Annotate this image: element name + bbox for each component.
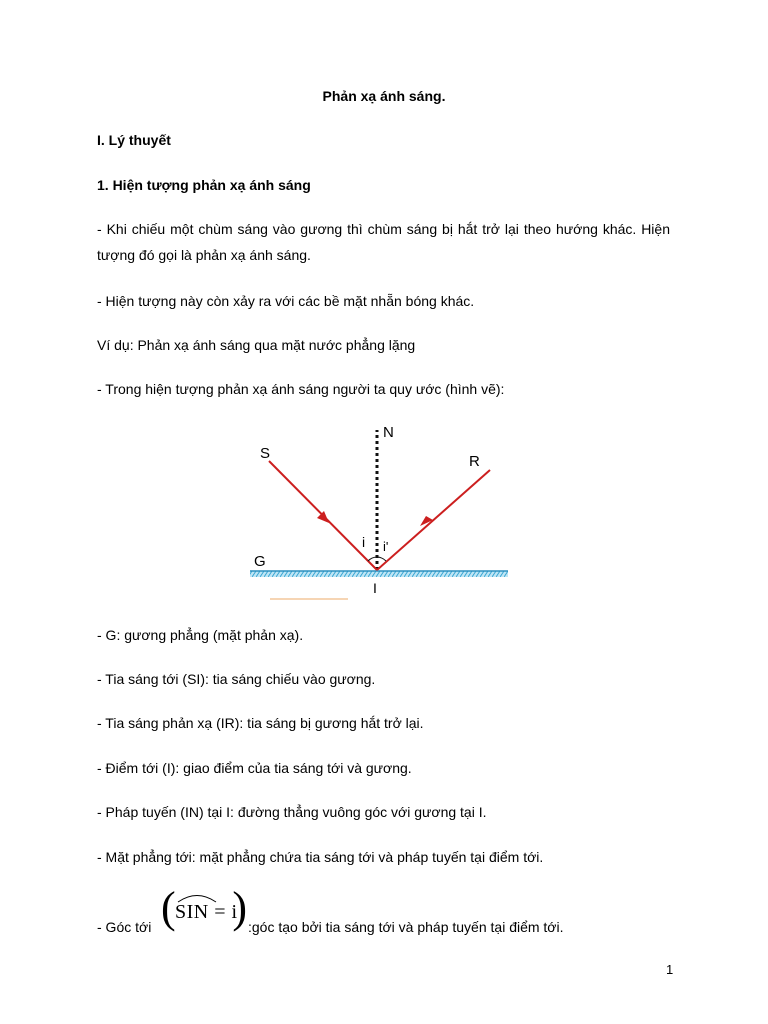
paragraph-other-surfaces: - Hiện tượng này còn xảy ra với các bề mặt nhẵn bóng khác. (97, 293, 475, 309)
definition-normal: - Pháp tuyến (IN) tại I: đường thẳng vuông góc với gương tại I. (97, 804, 487, 820)
document-title: Phản xạ ánh sáng. (322, 88, 446, 104)
page-number: 1 (666, 962, 674, 977)
angle-expression (175, 901, 238, 924)
angle-name: SIN (175, 901, 209, 923)
reflection-diagram (240, 415, 520, 605)
definition-plane-of-incidence: - Mặt phẳng tới: mặt phẳng chứa tia sáng tới và pháp tuyến tại điểm tới. (97, 849, 544, 865)
definition-incident-ray: - Tia sáng tới (SI): tia sáng chiếu vào gương. (97, 671, 376, 687)
incident-arrow (317, 511, 329, 523)
definition-reflected-ray: - Tia sáng phản xạ (IR): tia sáng bị gương hắt trở lại. (97, 715, 424, 731)
definition-mirror: - G: gương phẳng (mặt phản xạ). (97, 627, 304, 643)
label-n: N (383, 424, 394, 441)
label-g: G (254, 553, 266, 570)
paren-right: ) (232, 883, 247, 932)
label-r: R (469, 453, 480, 470)
mirror-surface (250, 571, 508, 577)
section-heading: I. Lý thuyết (97, 132, 171, 148)
angle-def-suffix: :góc tạo bởi tia sáng tới và pháp tuyến tại điểm tới. (248, 919, 564, 935)
label-i-point: I (373, 580, 377, 596)
subsection-heading: 1. Hiện tượng phản xạ ánh sáng (97, 177, 311, 193)
label-s: S (260, 445, 271, 462)
definition-incidence-point: - Điểm tới (I): giao điểm của tia sáng tới và gương. (97, 760, 412, 776)
label-angle-i: i (362, 534, 366, 550)
paragraph-example: Ví dụ: Phản xạ ánh sáng qua mặt nước phẳng lặng (97, 337, 416, 353)
angle-def-prefix: - Góc tới (97, 919, 152, 935)
angle-equals: = i (214, 901, 238, 923)
paren-left: ( (161, 883, 176, 932)
reflected-ray (377, 470, 490, 570)
angle-arc-i-prime (377, 557, 386, 561)
label-angle-i-prime: i' (383, 539, 389, 554)
angle-formula (161, 883, 247, 938)
angle-arc-i (368, 557, 377, 561)
paragraph-convention: - Trong hiện tượng phản xạ ánh sáng người ta quy ước (hình vẽ): (97, 381, 505, 397)
paragraph-definition: - Khi chiếu một chùm sáng vào gương thì chùm sáng bị hắt trở lại theo hướng khác. Hiện tượng đó gọi là phản xạ ánh sáng. (97, 221, 670, 263)
